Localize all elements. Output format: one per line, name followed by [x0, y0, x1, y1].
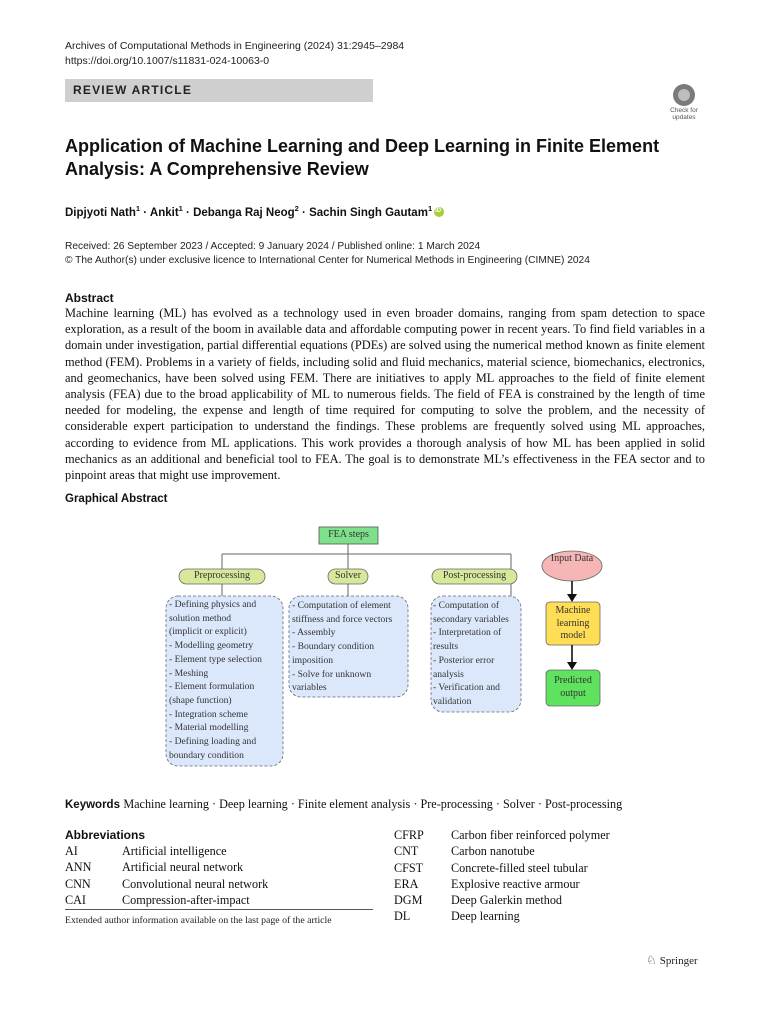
author-affiliation: 1: [178, 204, 183, 213]
input-data-label: Input Data: [550, 553, 594, 564]
abbreviation-row: AI Artificial intelligence: [65, 844, 227, 858]
abbreviations-heading: Abbreviations: [65, 828, 146, 842]
article-type-label: REVIEW ARTICLE: [73, 83, 193, 97]
author-name[interactable]: Ankit: [149, 206, 179, 219]
publisher-logo: [646, 953, 698, 968]
author-list: Dipjyoti Nath$^1$ · Ankit$^1$ · Debanga Raj Neog$^2$ · Sachin Singh Gautam$^1$iD: [65, 204, 444, 219]
publication-dates: Received: 26 September 2023 / Accepted: 9 January 2024 / Published online: 1 March 2024: [65, 241, 481, 252]
preprocessing-details-text: - Defining physics and solution method (implicit or explicit) - Modelling geometry - Element type selection - Meshing - Element formulation (shape function) - Integration scheme - Material modelling - Defining loading and boundary condition: [169, 599, 262, 761]
abbreviation-row: CFST Concrete-filled steel tubular: [394, 860, 588, 875]
step-postprocessing-label: Post-processing: [442, 570, 507, 581]
abbreviations-left-column: [65, 843, 268, 908]
graphical-abstract-heading: Graphical Abstract: [65, 493, 168, 505]
abbreviation-row: CAI Compression-after-impact: [65, 892, 250, 907]
springer-horse-icon: ♘: [646, 953, 657, 967]
author-name[interactable]: Debanga Raj Neog: [193, 206, 295, 219]
author-affiliation: 1: [135, 204, 141, 213]
keywords-heading: Keywords: [65, 799, 120, 811]
ml-model-label: Machine learning model: [555, 605, 591, 641]
solver-details-text: - Computation of element stiffness and force vectors - Assembly - Boundary condition imposition - Solve for unknown variables: [292, 600, 393, 694]
paper-title: Application of Machine Learning and Deep Learning in Finite Element Analysis: A Comprehensive Review: [65, 136, 660, 179]
footnote-text: Extended author information available on the last page of the article: [65, 915, 332, 926]
abbreviation-row: CNN Convolutional neural network: [65, 876, 269, 891]
author-name[interactable]: Sachin Singh Gautam: [309, 206, 428, 219]
keywords-line: [65, 797, 622, 812]
keywords-list: Machine learning · Deep learning · Finite element analysis · Pre-processing · Solver · Post-processing: [123, 797, 623, 811]
copyright-notice: © The Author(s) under exclusive licence to International Center for Numerical Methods in Engineering (CIMNE) 2024: [65, 255, 590, 266]
footnote-divider: [65, 909, 373, 910]
check-updates-icon: [673, 84, 695, 106]
fea-steps-label: FEA steps: [328, 529, 369, 540]
step-solver-label: Solver: [334, 570, 362, 581]
orcid-icon[interactable]: [434, 207, 444, 217]
abstract-heading: Abstract: [65, 291, 114, 305]
abbreviations-right-column: [394, 827, 610, 925]
doi-link[interactable]: https://doi.org/10.1007/s11831-024-10063-0: [65, 55, 270, 67]
abbreviation-row: CFRP Carbon fiber reinforced polymer: [394, 828, 610, 842]
abbreviation-row: DL Deep learning: [394, 909, 520, 924]
author-affiliation: 1: [427, 204, 433, 213]
author-name[interactable]: Dipjyoti Nath: [65, 206, 136, 219]
abstract-text: Machine learning (ML) has evolved as a technology used in even broader domains, ranging from spam detection to space exploration, as a result of the boom in available data and affordable computing power in recent years. To find field variables in a domain under investigation, partial differential equations (PDEs) are solved using the numerical method known as finite element method (FEM). Problems in a variety of fields, including solid and fluid mechanics, material science, biomechanics, electronics, and geomechanics, have been solved using FEM. There are initiatives to apply ML approaches to the field of finite element analysis (FEA) due to the broad applicability of ML to numerous fields. The field of FEA is constrained by the length of time needed for modeling, the expense and length of time required for computing to solve the problem, and the necessity of considerable expert participation to understand the findings. These problems are frequently solved using ML approaches, according to evidence from ML applications. This work provides a thorough analysis of how ML has been applied in solid mechanics as an additional and beneficial tool to FEA. The goal is to demonstrate ML’s effectiveness in the FEA sector and to pinpoint areas that might use improvement.: [65, 306, 705, 483]
postprocessing-details-text: - Computation of secondary variables - Interpretation of results - Posterior error analysis - Verification and validation: [433, 600, 509, 707]
abbreviation-row: ANN Artificial neural network: [65, 860, 244, 875]
predicted-output-label: Predicted output: [554, 675, 592, 699]
journal-citation: Archives of Computational Methods in Engineering (2024) 31:2945–2984: [65, 40, 405, 52]
publisher-name: Springer: [659, 955, 698, 967]
graphical-abstract-figure: [165, 518, 605, 768]
abbreviation-row: ERA Explosive reactive armour: [394, 876, 580, 891]
abbreviation-row: DGM Deep Galerkin method: [394, 893, 563, 908]
abbreviation-row: CNT Carbon nanotube: [394, 844, 535, 859]
step-preprocessing-label: Preprocessing: [193, 570, 251, 581]
check-updates-text: Check for updates: [670, 107, 698, 121]
check-for-updates-badge[interactable]: [664, 84, 704, 124]
author-affiliation: 2: [294, 204, 299, 213]
